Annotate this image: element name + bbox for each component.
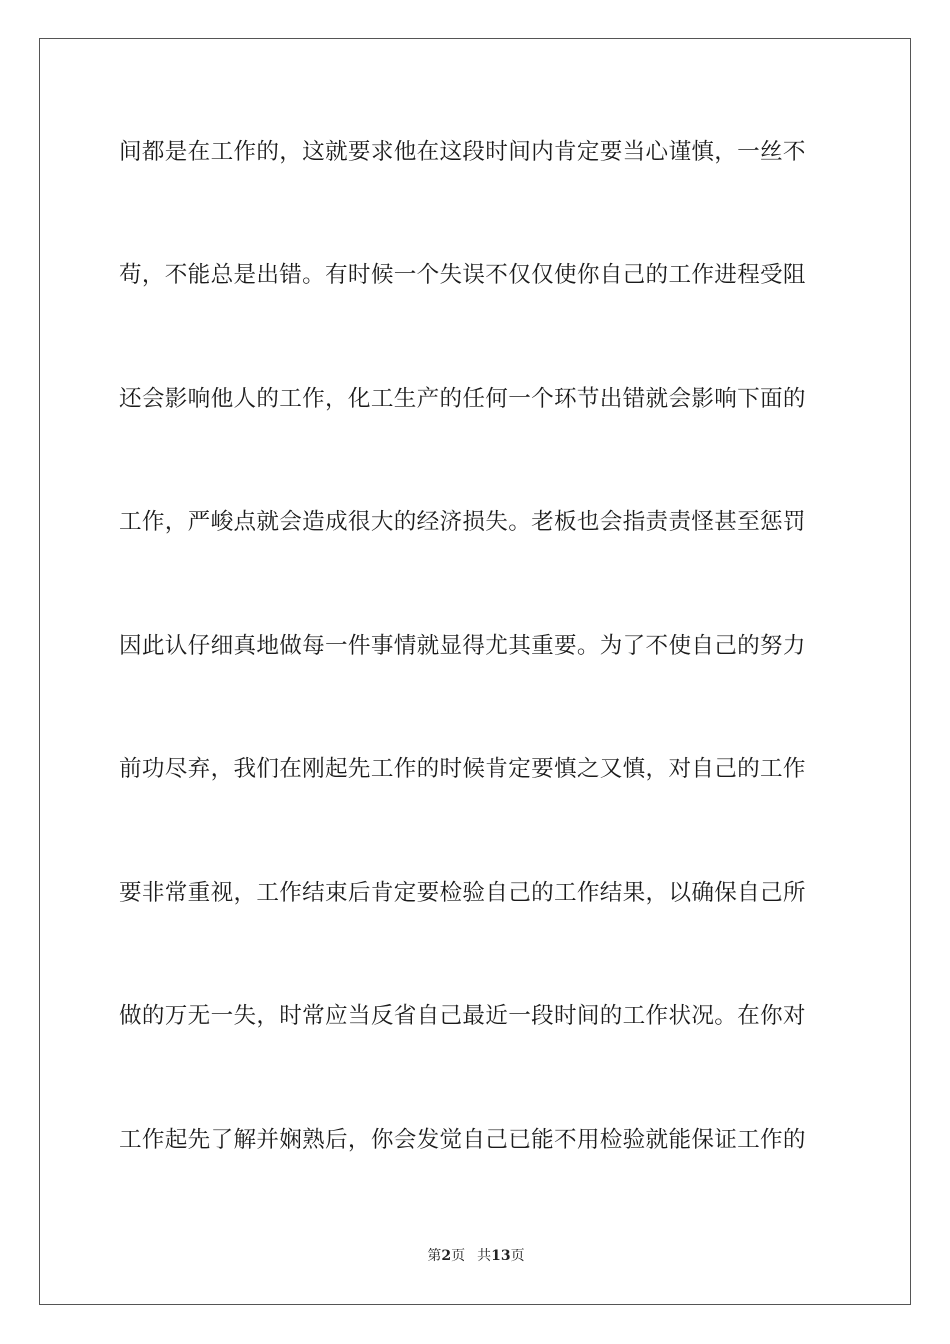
body-line-6: 前功尽弃，我们在刚起先工作的时候肯定要慎之又慎，对自己的工作 (119, 756, 806, 782)
total-pages: 13 (491, 1248, 511, 1264)
body-line-2: 苟，不能总是出错。有时候一个失误不仅仅使你自己的工作进程受阻 (119, 262, 806, 288)
page-frame (39, 38, 911, 1305)
page-number: 2 (441, 1248, 452, 1264)
total-suffix: 页 (510, 1248, 525, 1264)
page-suffix: 页 (451, 1248, 466, 1264)
body-line-7: 要非常重视，工作结束后肯定要检验自己的工作结果，以确保自己所 (119, 880, 806, 906)
body-line-4: 工作，严峻点就会造成很大的经济损失。老板也会指责责怪甚至惩罚 (119, 509, 806, 535)
total-prefix: 共 (477, 1248, 492, 1264)
body-line-3: 还会影响他人的工作，化工生产的任何一个环节出错就会影响下面的 (119, 386, 806, 412)
page-prefix: 第 (427, 1248, 442, 1264)
body-line-9: 工作起先了解并娴熟后，你会发觉自己已能不用检验就能保证工作的 (119, 1127, 806, 1153)
page-footer (40, 1247, 912, 1265)
body-line-1: 间都是在工作的，这就要求他在这段时间内肯定要当心谨慎，一丝不 (119, 139, 806, 165)
body-line-5: 因此认仔细真地做每一件事情就显得尤其重要。为了不使自己的努力 (119, 633, 806, 659)
body-line-8: 做的万无一失，时常应当反省自己最近一段时间的工作状况。在你对 (119, 1003, 806, 1029)
